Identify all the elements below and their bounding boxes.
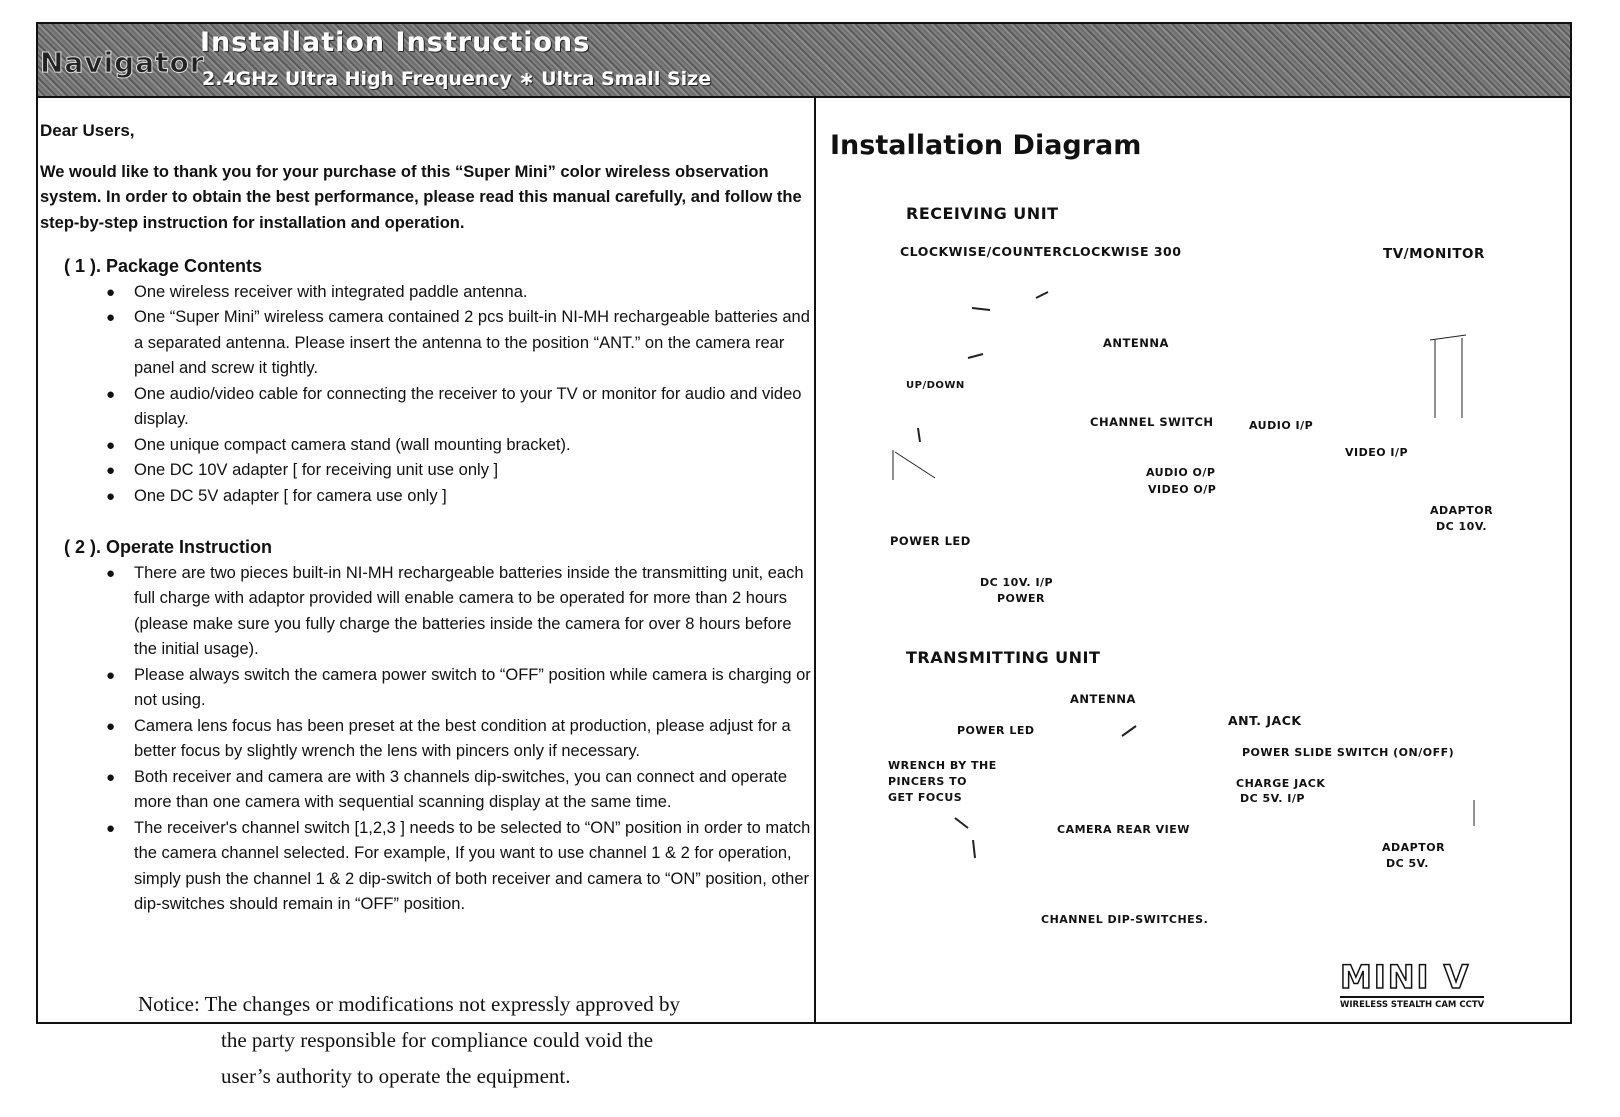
label-power: POWER xyxy=(997,592,1046,605)
label-video-op: VIDEO O/P xyxy=(1148,483,1217,496)
section-heading-operate: ( 2 ). Operate Instruction xyxy=(64,537,273,557)
logo-subtitle: WIRELESS STEALTH CAM CCTV xyxy=(1340,996,1484,1010)
section-heading-package: ( 1 ). Package Contents xyxy=(64,256,263,276)
wrench-arrow xyxy=(955,818,968,828)
label-audio-ip: AUDIO I/P xyxy=(1249,419,1314,432)
label-tx-power-led: POWER LED xyxy=(957,724,1035,737)
list-item: ● One DC 5V adapter [ for camera use only ] xyxy=(106,486,447,505)
list-item: ● There are two pieces built-in NI-MH rechargeable batteries inside the transmitting unit, each full charge with adaptor provided will enable camera to be operated for more than 2 hours (please make sure you fully charge the batteries inside the camera for over 8 hours before the initial usage). xyxy=(106,563,804,658)
label-power-slide: POWER SLIDE SWITCH (ON/OFF) xyxy=(1242,746,1455,759)
list-item: ● Both receiver and camera are with 3 channels dip-switches, you can connect and operate more than one camera with sequential scanning display at the same time. xyxy=(106,767,788,811)
label-tx-adaptor: ADAPTOR xyxy=(1382,841,1446,854)
list-item: ● One DC 10V adapter [ for receiving unit use only ] xyxy=(106,461,499,479)
rotate-arrow-right xyxy=(1036,292,1048,298)
label-dip-switches: CHANNEL DIP-SWITCHES. xyxy=(1041,913,1209,926)
notice-line: Notice: The changes or modifications not expressly approved by xyxy=(138,992,680,1016)
page-title: Installation Instructions xyxy=(200,27,591,58)
receiver-line xyxy=(918,428,920,442)
label-wrench: PINCERS TO xyxy=(888,775,968,788)
label-ant-jack: ANT. JACK xyxy=(1228,713,1302,728)
rotate-arrow-left xyxy=(972,308,990,310)
label-wrench: WRENCH BY THE xyxy=(888,759,997,772)
label-tx-adaptor-dc: DC 5V. xyxy=(1386,857,1429,870)
label-tv-monitor: TV/MONITOR xyxy=(1383,246,1485,262)
list-item: ● Please always switch the camera power switch to “OFF” position while camera is charging or not using. xyxy=(106,665,811,709)
list-item: ● One audio/video cable for connecting the receiver to your TV or monitor for audio and video display. xyxy=(106,384,802,428)
receiver-line xyxy=(895,452,935,478)
page-subtitle: 2.4GHz Ultra High Frequency ∗ Ultra Small Size xyxy=(202,68,712,90)
label-rear-view: CAMERA REAR VIEW xyxy=(1057,823,1190,836)
diagram-title: Installation Diagram xyxy=(830,130,1142,161)
greeting: Dear Users, xyxy=(40,121,135,140)
updown-arrow xyxy=(968,354,983,358)
mini-v-logo xyxy=(1340,958,1484,1010)
label-updown: UP/DOWN xyxy=(906,380,965,391)
notice-line: user’s authority to operate the equipment. xyxy=(221,1064,571,1088)
label-video-ip: VIDEO I/P xyxy=(1345,446,1409,459)
label-charge-dc: DC 5V. I/P xyxy=(1240,792,1305,805)
wrench-arrow xyxy=(973,840,975,858)
label-antenna: ANTENNA xyxy=(1103,336,1169,350)
list-item: ● The receiver's channel switch [1,2,3 ] needs to be selected to “ON” position in order to match the camera channel selected. For example, If you want to use channel 1 & 2 for operation, simply push the channel 1 & 2 dip-switch of both receiver and camera to “ON” position, other dip-switches should remain in “OFF” position. xyxy=(106,818,811,913)
list-item: ● One unique compact camera stand (wall mounting bracket). xyxy=(106,435,571,454)
label-wrench: GET FOCUS xyxy=(888,791,963,804)
label-tx-antenna: ANTENNA xyxy=(1070,692,1136,706)
tv-outline xyxy=(1430,335,1466,340)
label-adaptor-dc: DC 10V. xyxy=(1436,520,1488,533)
notice-line: the party responsible for compliance could void the xyxy=(221,1028,654,1052)
label-channel-switch: CHANNEL SWITCH xyxy=(1090,415,1214,429)
label-rotate: CLOCKWISE/COUNTERCLOCKWISE 300 xyxy=(900,244,1182,259)
label-charge-jack: CHARGE JACK xyxy=(1236,777,1326,790)
transmitting-unit-heading: TRANSMITTING UNIT xyxy=(906,648,1101,667)
receiving-unit-heading: RECEIVING UNIT xyxy=(906,204,1059,223)
list-item: ● Camera lens focus has been preset at the best condition at production, please adjust for a better focus by slightly wrench the lens with pincers only if necessary. xyxy=(106,716,791,760)
logo-text: MINI V xyxy=(1340,958,1471,996)
label-dc-ip: DC 10V. I/P xyxy=(980,576,1054,589)
label-adaptor: ADAPTOR xyxy=(1430,504,1494,517)
list-item: ● One wireless receiver with integrated paddle antenna. xyxy=(106,282,528,301)
antenna-arrow xyxy=(1122,726,1136,736)
brand-logo: Navigator xyxy=(40,46,205,79)
label-audio-op: AUDIO O/P xyxy=(1146,466,1216,479)
intro-paragraph: We would like to thank you for your purchase of this “Super Mini” color wireless observation system. In order to obtain the best performance, please read this manual carefully, and follow the step-by-step instruction for installation and operation. xyxy=(40,162,802,232)
list-item: ● One “Super Mini” wireless camera contained 2 pcs built-in NI-MH rechargeable batteries and a separated antenna. Please insert the antenna to the position “ANT.” on the camera rear panel and screw it tightly. xyxy=(106,308,810,377)
label-power-led: POWER LED xyxy=(890,534,971,548)
